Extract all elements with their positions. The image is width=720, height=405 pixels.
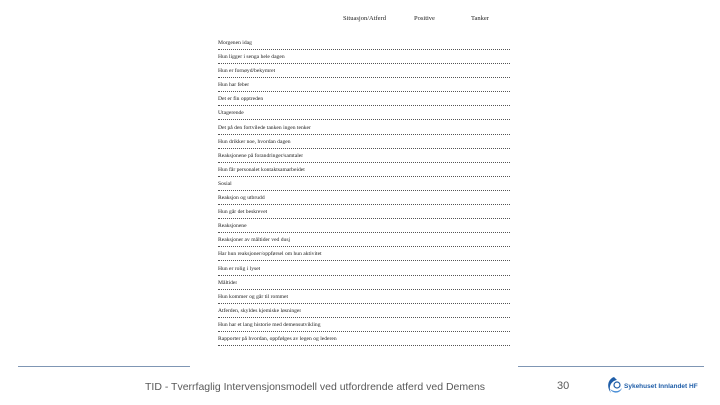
dotted-answer-line [218, 317, 510, 318]
page-number: 30 [557, 380, 570, 392]
list-item [218, 82, 508, 96]
list-item [218, 54, 508, 68]
list-item-label: Reaksjonene på forandringer/samtaler [218, 152, 304, 159]
list-item [218, 308, 508, 322]
list-item [218, 322, 508, 336]
dotted-answer-line [218, 119, 510, 120]
list-item-label: Det på den fortvilede tanken ingen tenker [218, 124, 311, 131]
list-item [218, 110, 508, 124]
dotted-answer-line [218, 289, 510, 290]
list-item-label: Har hun reaksjoner/oppførsel om hun aktivitet [218, 251, 322, 258]
dotted-answer-line [218, 246, 510, 247]
dotted-answer-line [218, 148, 510, 149]
logo-text: Sykehuset Innlandet HF [624, 383, 698, 390]
list-item [218, 40, 508, 54]
list-item [218, 294, 508, 308]
dotted-answer-line [218, 162, 510, 163]
list-item-label: Rapporter på hvordan, oppfølges av legen og lederen [218, 335, 337, 342]
footer-divider-right [518, 366, 704, 367]
list-item-label: Reaksjonene [218, 223, 247, 230]
dotted-answer-line [218, 232, 510, 233]
dotted-answer-line [218, 49, 510, 50]
list-item [218, 195, 508, 209]
footer-title: TID - Tverrfaglig Intervensjonsmodell ved utfordrende atferd ved Demens [145, 381, 486, 393]
list-item-label: Det er fin opptreden [218, 96, 264, 103]
logo-swirl-icon [604, 375, 624, 397]
list-item [218, 251, 508, 265]
list-item [218, 336, 508, 350]
dotted-answer-line [218, 331, 510, 332]
list-item-label: Hun får personalet kontaktsamarbeidet [218, 166, 305, 173]
column-header-positive: Positive [414, 15, 435, 22]
dotted-answer-line [218, 63, 510, 64]
list-item [218, 139, 508, 153]
list-item [218, 167, 508, 181]
list-item [218, 209, 508, 223]
list-item-label: Hun har et lang historie med demensutvikling [218, 321, 321, 328]
dotted-answer-line [218, 176, 510, 177]
list-item [218, 153, 508, 167]
list-item-label: Hun er fornøyd/bekymret [218, 68, 276, 75]
column-header-situation: Situasjon/Atferd [343, 15, 386, 22]
dotted-answer-line [218, 303, 510, 304]
list-item-label: Atferden, skyldes kjemiske løsninger [218, 307, 302, 314]
list-item [218, 237, 508, 251]
dotted-answer-line [218, 134, 510, 135]
hospital-logo [604, 375, 714, 397]
dotted-answer-line [218, 275, 510, 276]
dotted-answer-line [218, 260, 510, 261]
list-item-label: Morgenen idag [218, 40, 252, 46]
dotted-answer-line [218, 345, 510, 346]
list-item-label: Hun drikker noe, hvordan dagen [218, 138, 291, 145]
observation-list [218, 40, 508, 350]
list-item [218, 96, 508, 110]
list-item [218, 181, 508, 195]
list-item-label: Hun kommer og går til rommet [218, 293, 289, 300]
list-item [218, 266, 508, 280]
dotted-answer-line [218, 77, 510, 78]
list-item-label: Hun går det beskrevet [218, 209, 268, 216]
dotted-answer-line [218, 190, 510, 191]
list-item-label: Hun ligger i senga hele dagen [218, 54, 285, 61]
column-header-thoughts: Tanker [471, 15, 489, 22]
list-item-label: Måltider [218, 279, 238, 286]
list-item [218, 68, 508, 82]
list-item-label: Hun er rolig i lyset [218, 265, 261, 272]
list-item-label: Sosial [218, 180, 232, 187]
list-item [218, 223, 508, 237]
dotted-answer-line [218, 204, 510, 205]
list-item [218, 280, 508, 294]
list-item-label: Hun har feber [218, 82, 250, 89]
document-page [200, 0, 530, 350]
dotted-answer-line [218, 105, 510, 106]
dotted-answer-line [218, 218, 510, 219]
list-item-label: Reaksjon og utbrudd [218, 195, 265, 202]
dotted-answer-line [218, 91, 510, 92]
list-item-label: Reaksjoner av måltider ved dusj [218, 237, 291, 244]
footer-divider-left [18, 366, 190, 367]
list-item [218, 125, 508, 139]
list-item-label: Utagerende [218, 110, 244, 117]
